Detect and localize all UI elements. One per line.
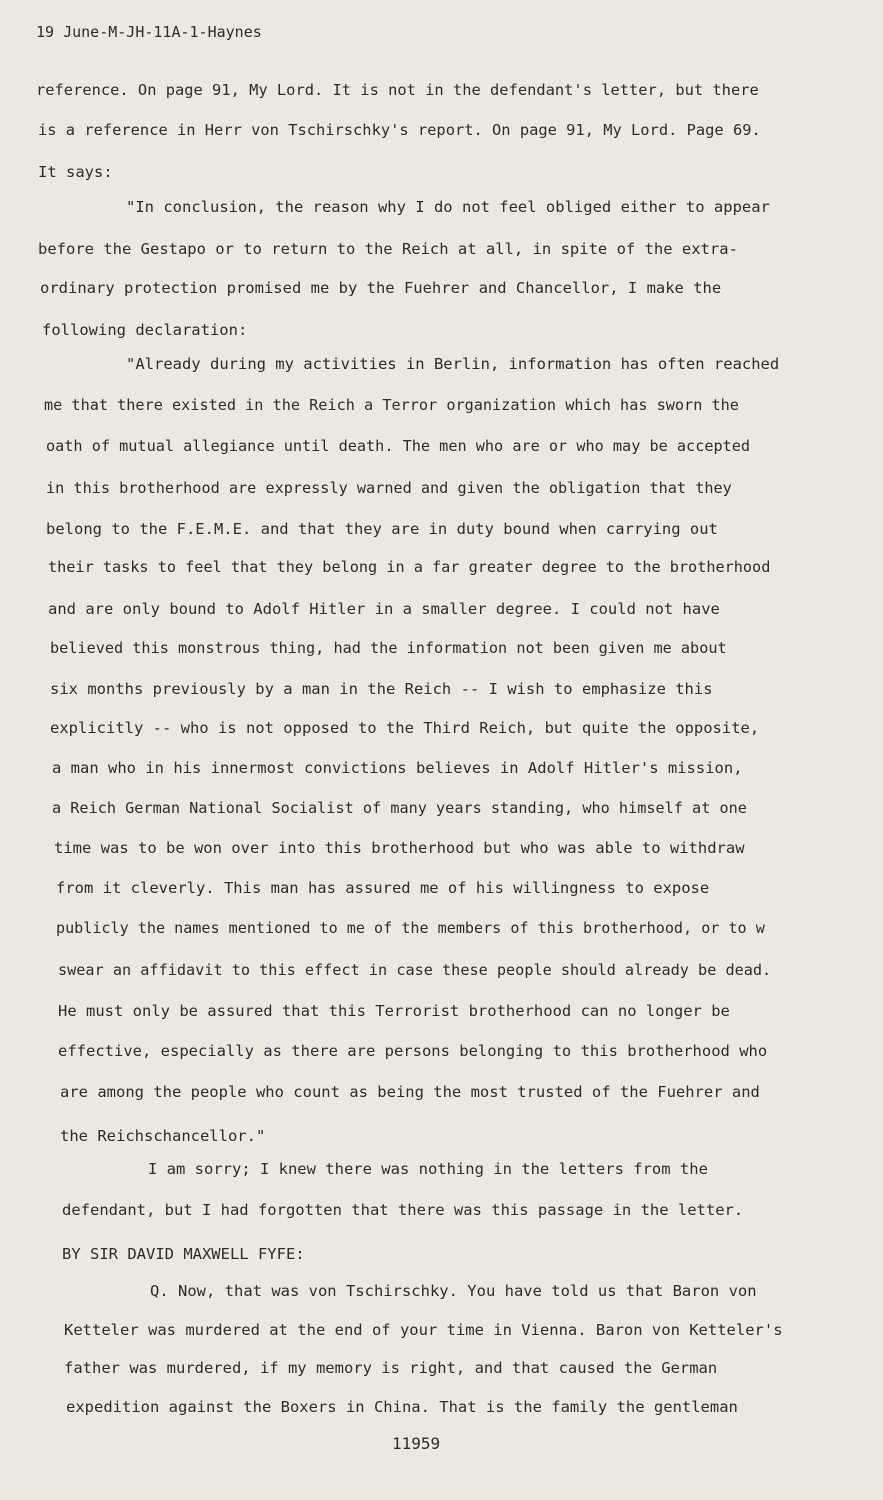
text-line-19: a Reich German National Socialist of many years standing, who himself at one <box>52 799 747 817</box>
text-line-13: their tasks to feel that they belong in a far greater degree to the brotherhood <box>48 558 771 576</box>
text-line-1: reference. On page 91, My Lord. It is not in the defendant's letter, but there <box>36 81 759 99</box>
text-line-9: me that there existed in the Reich a Terror organization which has sworn the <box>44 396 739 414</box>
text-line-16: six months previously by a man in the Reich -- I wish to emphasize this <box>50 680 713 698</box>
text-line-21: from it cleverly. This man has assured me of his willingness to expose <box>56 879 710 897</box>
text-line-6: ordinary protection promised me by the Fuehrer and Chancellor, I make the <box>40 279 722 297</box>
text-line-2: is a reference in Herr von Tschirschky's report. On page 91, My Lord. Page 69. <box>38 121 761 139</box>
text-line-17: explicitly -- who is not opposed to the Third Reich, but quite the opposite, <box>50 719 760 737</box>
text-line-7: following declaration: <box>42 321 248 339</box>
text-line-10: oath of mutual allegiance until death. The men who are or who may be accepted <box>46 437 751 455</box>
text-line-18: a man who in his innermost convictions believes in Adolf Hitler's mission, <box>52 759 743 777</box>
text-line-28: I am sorry; I knew there was nothing in the letters from the <box>148 1160 708 1178</box>
text-line-22: publicly the names mentioned to me of the members of this brotherhood, or to w <box>56 919 765 937</box>
text-line-27: the Reichschancellor." <box>60 1127 266 1145</box>
text-line-24: He must only be assured that this Terrorist brotherhood can no longer be <box>58 1002 730 1020</box>
text-line-31: Q. Now, that was von Tschirschky. You have told us that Baron von <box>150 1282 757 1300</box>
text-line-26: are among the people who count as being the most trusted of the Fuehrer and <box>60 1083 760 1101</box>
text-line-12: belong to the F.E.M.E. and that they are in duty bound when carrying out <box>46 520 718 538</box>
text-line-32: Ketteler was murdered at the end of your time in Vienna. Baron von Ketteler's <box>64 1321 783 1339</box>
text-line-15: believed this monstrous thing, had the information not been given me about <box>50 639 727 657</box>
text-line-29: defendant, but I had forgotten that there was this passage in the letter. <box>62 1201 744 1219</box>
text-line-34: expedition against the Boxers in China. That is the family the gentleman <box>66 1398 738 1416</box>
text-line-4: "In conclusion, the reason why I do not feel obliged either to appear <box>126 198 770 216</box>
text-line-33: father was murdered, if my memory is right, and that caused the German <box>64 1359 718 1377</box>
text-line-20: time was to be won over into this brotherhood but who was able to withdraw <box>54 839 745 857</box>
text-line-5: before the Gestapo or to return to the Reich at all, in spite of the extra- <box>38 240 738 258</box>
text-line-11: in this brotherhood are expressly warned and given the obligation that they <box>46 479 732 497</box>
text-line-23: swear an affidavit to this effect in case these people should already be dead. <box>58 961 772 979</box>
page-number: 11959 <box>392 1434 441 1453</box>
page-header: 19 June-M-JH-11A-1-Haynes <box>36 23 262 41</box>
examiner-heading: BY SIR DAVID MAXWELL FYFE: <box>62 1245 305 1263</box>
text-line-8: "Already during my activities in Berlin, information has often reached <box>126 355 780 373</box>
text-line-14: and are only bound to Adolf Hitler in a smaller degree. I could not have <box>48 600 720 618</box>
text-line-25: effective, especially as there are persons belonging to this brotherhood who <box>58 1042 768 1060</box>
text-line-3: It says: <box>38 163 113 181</box>
